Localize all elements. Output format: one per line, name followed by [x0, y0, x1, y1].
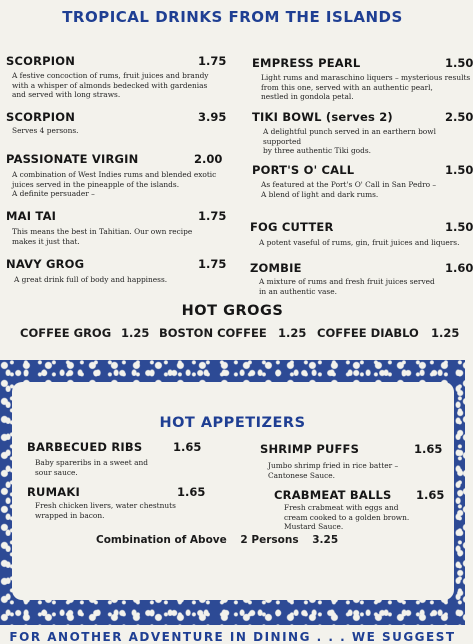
item-price: 1.50 — [445, 56, 473, 70]
item-name: PORT'S O' CALL — [252, 163, 355, 177]
grog-name: COFFEE GROG — [20, 326, 112, 340]
item-description: A mixture of rums and fresh fruit juices served in an authentic vase. — [259, 277, 435, 296]
item-description: A combination of West Indies rums and blended exotic juices served in the pineapple of the islands. A definite persuader – — [12, 170, 217, 199]
item-price: 1.65 — [416, 488, 445, 502]
item-description: Jumbo shrimp fried in rice batter – Cantonese Sauce. — [268, 461, 399, 480]
item-name: SCORPION — [6, 54, 76, 68]
item-description: Fresh chicken livers, water chestnuts wrapped in bacon. — [35, 501, 176, 520]
item-price: 3.95 — [198, 110, 227, 124]
item-name: SHRIMP PUFFS — [260, 442, 360, 456]
combination-price: 3.25 — [312, 534, 339, 546]
item-description: Fresh crabmeat with eggs and cream cooked to a golden brown. Mustard Sauce. — [284, 503, 410, 532]
grog-price: 1.25 — [278, 326, 307, 340]
hot-grogs-row — [0, 326, 465, 342]
item-description: This means the best in Tahitian. Our own recipe makes it just that. — [12, 227, 193, 246]
item-name: CRABMEAT BALLS — [274, 488, 392, 502]
item-description: A potent vaseful of rums, gin, fruit juices and liquers. — [259, 238, 460, 247]
grog-name: COFFEE DIABLO — [317, 326, 419, 340]
item-price: 1.75 — [198, 257, 227, 271]
item-name: EMPRESS PEARL — [252, 56, 361, 70]
item-description: As featured at the Port's O' Call in San Pedro – A blend of light and dark rums. — [261, 180, 437, 199]
item-description: Baby spareribs in a sweet and sour sauce. — [35, 458, 149, 477]
grog-name: BOSTON COFFEE — [159, 326, 267, 340]
item-name: NAVY GROG — [6, 257, 85, 271]
section-title-hot-grogs: HOT GROGS — [181, 303, 284, 319]
item-price: 2.00 — [194, 152, 223, 166]
grog-price: 1.25 — [121, 326, 150, 340]
footer-text: FOR ANOTHER ADVENTURE IN DINING . . . WE SUGGEST — [9, 630, 456, 644]
item-price: 1.50 — [445, 220, 473, 234]
item-price: 2.50 — [445, 110, 473, 124]
item-name: BARBECUED RIBS — [27, 440, 143, 454]
item-price: 1.75 — [198, 209, 227, 223]
item-price: 1.65 — [177, 485, 206, 499]
item-name: TIKI BOWL (serves 2) — [252, 110, 393, 124]
item-description: Serves 4 persons. — [12, 126, 79, 135]
item-price: 1.65 — [173, 440, 202, 454]
item-description: A festive concoction of rums, fruit juices and brandy with a whisper of almonds bedecked with gardenias and served with long straws. — [12, 71, 209, 100]
item-description: Light rums and maraschino liquers – mysterious results from this one, served with an authentic pearl, nestled in gondola petal. — [261, 73, 471, 102]
item-name: PASSIONATE VIRGIN — [6, 152, 139, 166]
page-title: TROPICAL DRINKS FROM THE ISLANDS — [62, 8, 403, 26]
combination-line — [96, 534, 348, 546]
item-name: FOG CUTTER — [250, 220, 334, 234]
item-description: A great drink full of body and happiness. — [14, 275, 168, 284]
item-description: A delightful punch served in an earthern bowl supported by three authentic Tiki gods. — [263, 127, 436, 156]
grog-price: 1.25 — [431, 326, 460, 340]
item-price: 1.75 — [198, 54, 227, 68]
item-price: 1.60 — [445, 261, 473, 275]
item-name: ZOMBIE — [250, 261, 302, 275]
combination-label: Combination of Above — [96, 534, 227, 546]
item-price: 1.50 — [445, 163, 473, 177]
item-price: 1.65 — [414, 442, 443, 456]
item-name: RUMAKI — [27, 485, 80, 499]
combination-persons: 2 Persons — [240, 534, 299, 546]
item-name: MAI TAI — [6, 209, 57, 223]
item-name: SCORPION — [6, 110, 76, 124]
section-title-hot-appetizers: HOT APPETIZERS — [159, 415, 306, 431]
